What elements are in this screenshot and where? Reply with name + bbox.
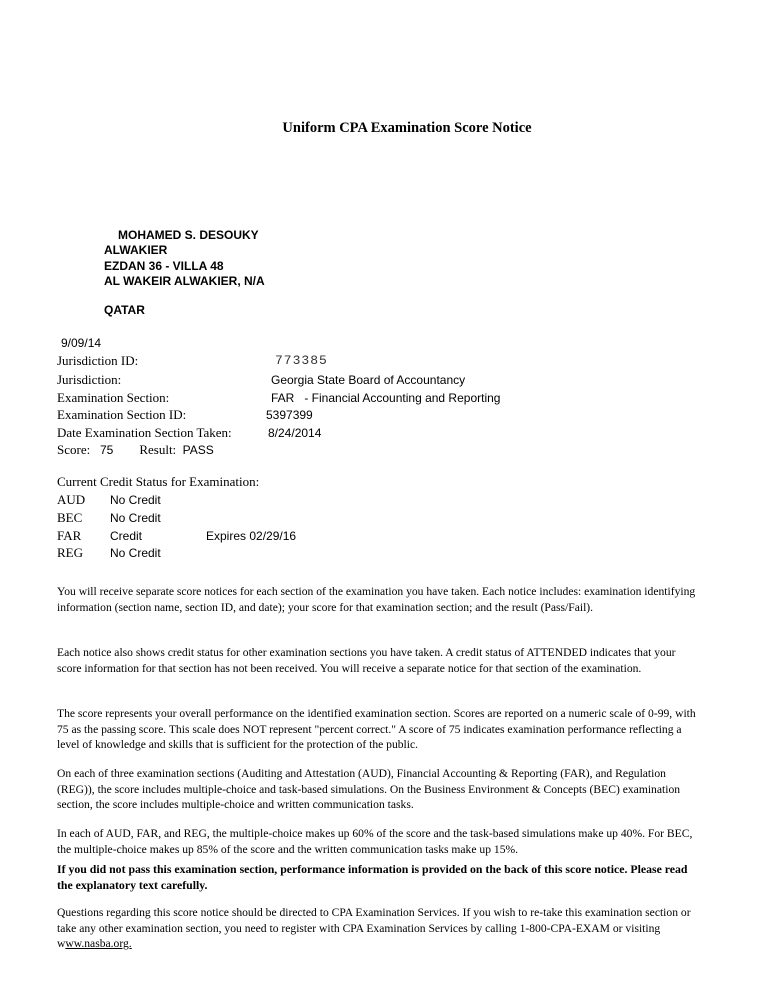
score-value: 75 — [99, 443, 114, 457]
credit-code: AUD — [57, 492, 86, 507]
notice-date: 9/09/14 — [61, 336, 102, 350]
paragraph-credit-status: Each notice also shows credit status for other examination sections you have taken. A credit status of ATTENDED indicates that your score information for that section has not been received. You will receive a separate notice for that section of the examination. — [57, 646, 676, 675]
score-label: Score: — [57, 442, 91, 457]
jurisdiction-id-value: 773385 — [275, 353, 328, 368]
paragraph-score-scale: The score represents your overall performance on the identified examination section. Scores are reported on a numeric scale of 0-99, with 75 as the passing score. This scale does NOT represent "percent correct." A score of 75 indicates examination performance reflecting a level of knowledge and skills that is sufficient for the protection of the public. — [57, 707, 696, 752]
score-line — [57, 442, 214, 458]
credit-expiration: Expires 02/29/16 — [206, 529, 297, 543]
paragraph-questions — [57, 905, 697, 952]
exam-section-id-label: Examination Section ID: — [57, 407, 187, 422]
exam-section-label: Examination Section: — [57, 390, 170, 405]
credit-status: No Credit — [110, 546, 161, 560]
questions-text: Questions regarding this score notice should be directed to CPA Examination Services. If you wish to re-take this examination section or take any other examination section, you need to register with CPA Examination Services by calling 1-800-CPA-EXAM or visiting w — [57, 906, 691, 951]
exam-section-id-value: 5397399 — [266, 408, 313, 422]
jurisdiction-label: Jurisdiction: — [57, 372, 122, 387]
credit-status: No Credit — [110, 493, 161, 507]
recipient-name: MOHAMED S. DESOUKY — [118, 228, 259, 242]
paragraph-score-notices: You will receive separate score notices for each section of the examination you have taken. Each notice includes: examination identifying information (section name, section ID, and date); your score for that examination section; and the result (Pass/Fail). — [57, 585, 696, 614]
result-value: PASS — [182, 443, 214, 457]
credit-status: Credit — [110, 529, 143, 543]
jurisdiction-value: Georgia State Board of Accountancy — [271, 373, 466, 387]
nasba-link[interactable]: ww.nasba.org. — [65, 937, 132, 951]
paragraph-score-weights: In each of AUD, FAR, and REG, the multiple-choice makes up 60% of the score and the task-based simulations make up 40%. For BEC, the multiple-choice makes up 85% of the score and the written communication tasks make up 15%. — [57, 827, 693, 856]
mailing-address — [104, 228, 265, 318]
credit-code: BEC — [57, 510, 83, 525]
date-taken-label: Date Examination Section Taken: — [57, 425, 232, 440]
address-line-3: AL WAKEIR ALWAKIER, N/A — [104, 273, 265, 288]
address-line-1: ALWAKIER — [104, 243, 168, 258]
credit-status-heading: Current Credit Status for Examination: — [57, 474, 260, 489]
credit-code: REG — [57, 545, 83, 560]
result-label: Result: — [139, 442, 177, 457]
paragraph-performance-info: If you did not pass this examination section, performance information is provided on the back of this score notice. Please read the explanatory text carefully. — [57, 862, 688, 892]
jurisdiction-id-label: Jurisdiction ID: — [57, 353, 139, 368]
exam-section-value: FAR - Financial Accounting and Reporting — [271, 391, 501, 405]
credit-code: FAR — [57, 528, 82, 543]
page-title: Uniform CPA Examination Score Notice — [282, 120, 532, 136]
credit-status: No Credit — [110, 511, 161, 525]
paragraph-section-content: On each of three examination sections (Auditing and Attestation (AUD), Financial Accounting & Reporting (FAR), and Regulation (REG)), the score includes multiple-choice and task-based simulations. On the Business Environment & Concepts (BEC) examination section, the score includes multiple-choice and written communication tasks. — [57, 767, 681, 812]
address-country: QATAR — [104, 303, 145, 318]
date-taken-value: 8/24/2014 — [268, 426, 322, 440]
address-line-2: EZDAN 36 - VILLA 48 — [104, 258, 224, 273]
